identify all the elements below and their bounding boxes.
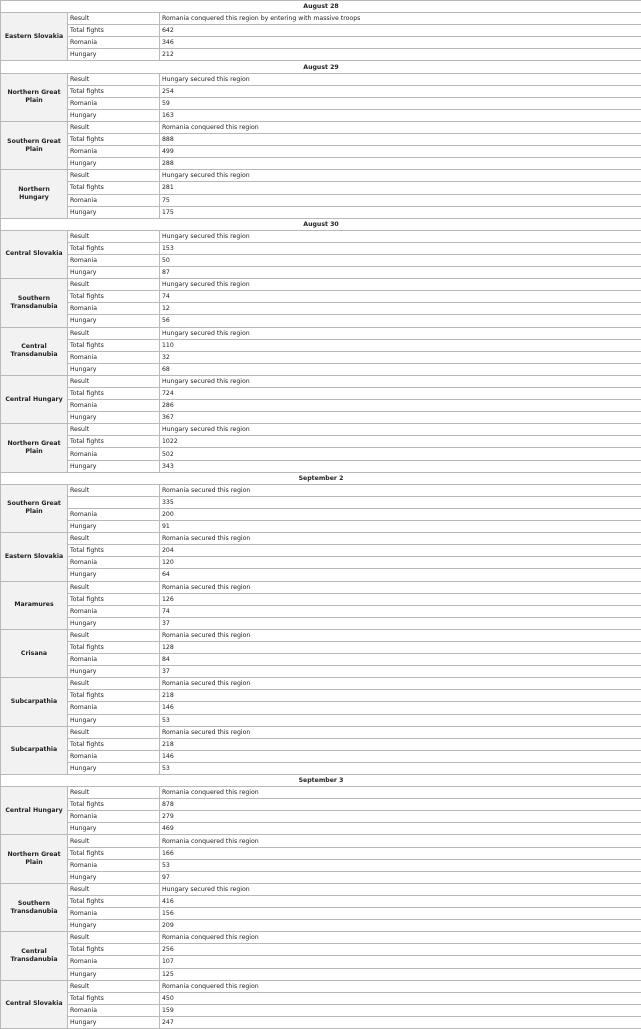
table-row bbox=[1, 859, 641, 871]
row-value: 286 bbox=[160, 400, 641, 412]
row-value: 128 bbox=[160, 641, 641, 653]
row-value: 288 bbox=[160, 158, 641, 170]
row-value: 416 bbox=[160, 895, 641, 907]
row-label: Romania bbox=[68, 605, 160, 617]
row-label: Result bbox=[68, 726, 160, 738]
row-value: Romania secured this region bbox=[160, 726, 641, 738]
row-value: 1022 bbox=[160, 436, 641, 448]
region-name: Maramures bbox=[1, 581, 68, 629]
row-value: 53 bbox=[160, 859, 641, 871]
table-row bbox=[1, 242, 641, 254]
table-row bbox=[1, 847, 641, 859]
region-name: Central Hungary bbox=[1, 375, 68, 423]
row-value: 335 bbox=[160, 496, 641, 508]
row-value: 146 bbox=[160, 750, 641, 762]
table-row bbox=[1, 932, 641, 944]
table-row bbox=[1, 206, 641, 218]
row-label: Romania bbox=[68, 37, 160, 49]
row-label: Hungary bbox=[68, 714, 160, 726]
row-value: 450 bbox=[160, 992, 641, 1004]
table-row bbox=[1, 1016, 641, 1028]
row-value: Romania secured this region bbox=[160, 484, 641, 496]
row-label: Result bbox=[68, 678, 160, 690]
table-row bbox=[1, 944, 641, 956]
row-value: 346 bbox=[160, 37, 641, 49]
row-label: Total fights bbox=[68, 992, 160, 1004]
row-value: 110 bbox=[160, 339, 641, 351]
table-row bbox=[1, 158, 641, 170]
row-value: 159 bbox=[160, 1004, 641, 1016]
table-row bbox=[1, 581, 641, 593]
row-label: Result bbox=[68, 787, 160, 799]
row-label: Hungary bbox=[68, 920, 160, 932]
region-name: Central Slovakia bbox=[1, 230, 68, 278]
region-name: Central Transdanubia bbox=[1, 932, 68, 980]
row-label: Total fights bbox=[68, 85, 160, 97]
row-value: 281 bbox=[160, 182, 641, 194]
table-row bbox=[1, 254, 641, 266]
table-row bbox=[1, 823, 641, 835]
row-label: Result bbox=[68, 484, 160, 496]
table-row bbox=[1, 738, 641, 750]
table-row bbox=[1, 1004, 641, 1016]
row-value: 642 bbox=[160, 25, 641, 37]
row-label: Result bbox=[68, 279, 160, 291]
row-label: Hungary bbox=[68, 1016, 160, 1028]
row-value: 91 bbox=[160, 521, 641, 533]
region-name: Central Slovakia bbox=[1, 980, 68, 1028]
row-value: 68 bbox=[160, 363, 641, 375]
row-value: 156 bbox=[160, 908, 641, 920]
battle-results-body bbox=[1, 1, 641, 1029]
row-value: 146 bbox=[160, 702, 641, 714]
row-value: Romania conquered this region bbox=[160, 835, 641, 847]
row-value: 53 bbox=[160, 762, 641, 774]
row-value: 125 bbox=[160, 968, 641, 980]
table-row bbox=[1, 992, 641, 1004]
table-row bbox=[1, 291, 641, 303]
row-value: 37 bbox=[160, 666, 641, 678]
row-label: Result bbox=[68, 581, 160, 593]
row-value: Romania conquered this region by entering with massive troops bbox=[160, 13, 641, 25]
row-label: Romania bbox=[68, 654, 160, 666]
row-label: Total fights bbox=[68, 339, 160, 351]
row-label: Romania bbox=[68, 146, 160, 158]
row-value: 53 bbox=[160, 714, 641, 726]
table-row bbox=[1, 13, 641, 25]
row-value: Romania conquered this region bbox=[160, 121, 641, 133]
row-value: Romania secured this region bbox=[160, 629, 641, 641]
row-label: Result bbox=[68, 73, 160, 85]
table-row bbox=[1, 194, 641, 206]
day-header: September 3 bbox=[1, 775, 641, 787]
table-row bbox=[1, 412, 641, 424]
region-name: Eastern Slovakia bbox=[1, 13, 68, 61]
row-label: Total fights bbox=[68, 895, 160, 907]
row-label: Hungary bbox=[68, 412, 160, 424]
row-label: Result bbox=[68, 170, 160, 182]
row-value: Hungary secured this region bbox=[160, 279, 641, 291]
row-value: 32 bbox=[160, 351, 641, 363]
row-value: 75 bbox=[160, 194, 641, 206]
row-label: Total fights bbox=[68, 242, 160, 254]
row-label: Total fights bbox=[68, 944, 160, 956]
row-value: 218 bbox=[160, 690, 641, 702]
table-row bbox=[1, 968, 641, 980]
row-label: Romania bbox=[68, 750, 160, 762]
table-row bbox=[1, 787, 641, 799]
row-label: Romania bbox=[68, 194, 160, 206]
table-row bbox=[1, 533, 641, 545]
region-name: Eastern Slovakia bbox=[1, 533, 68, 581]
row-value: Hungary secured this region bbox=[160, 170, 641, 182]
row-value: 888 bbox=[160, 134, 641, 146]
row-value: Hungary secured this region bbox=[160, 883, 641, 895]
row-label: Hungary bbox=[68, 617, 160, 629]
day-header: August 29 bbox=[1, 61, 641, 73]
row-label: Total fights bbox=[68, 25, 160, 37]
row-label: Result bbox=[68, 980, 160, 992]
table-row bbox=[1, 714, 641, 726]
row-value: 12 bbox=[160, 303, 641, 315]
row-label: Hungary bbox=[68, 871, 160, 883]
day-header-row bbox=[1, 472, 641, 484]
row-label: Romania bbox=[68, 859, 160, 871]
row-value: Hungary secured this region bbox=[160, 424, 641, 436]
row-value: Hungary secured this region bbox=[160, 230, 641, 242]
table-row bbox=[1, 569, 641, 581]
table-row bbox=[1, 400, 641, 412]
day-header: September 2 bbox=[1, 472, 641, 484]
table-row bbox=[1, 388, 641, 400]
row-value: Hungary secured this region bbox=[160, 375, 641, 387]
table-row bbox=[1, 339, 641, 351]
row-label: Result bbox=[68, 533, 160, 545]
table-row bbox=[1, 182, 641, 194]
row-label: Romania bbox=[68, 811, 160, 823]
row-label: Result bbox=[68, 230, 160, 242]
table-row bbox=[1, 666, 641, 678]
row-value: Romania conquered this region bbox=[160, 787, 641, 799]
region-name: Southern Great Plain bbox=[1, 484, 68, 532]
row-value: 97 bbox=[160, 871, 641, 883]
row-label: Romania bbox=[68, 97, 160, 109]
row-value: Romania conquered this region bbox=[160, 932, 641, 944]
row-label: Total fights bbox=[68, 738, 160, 750]
row-label: Hungary bbox=[68, 49, 160, 61]
row-value: 153 bbox=[160, 242, 641, 254]
row-value: 502 bbox=[160, 448, 641, 460]
row-value: 163 bbox=[160, 109, 641, 121]
row-value: 367 bbox=[160, 412, 641, 424]
row-label: Result bbox=[68, 932, 160, 944]
row-label: Total fights bbox=[68, 436, 160, 448]
table-row bbox=[1, 654, 641, 666]
row-label: Hungary bbox=[68, 762, 160, 774]
table-row bbox=[1, 267, 641, 279]
row-label: Total fights bbox=[68, 847, 160, 859]
row-label: Total fights bbox=[68, 291, 160, 303]
row-label: Romania bbox=[68, 303, 160, 315]
row-label: Romania bbox=[68, 254, 160, 266]
row-label: Romania bbox=[68, 448, 160, 460]
table-row bbox=[1, 97, 641, 109]
row-value: 247 bbox=[160, 1016, 641, 1028]
table-row bbox=[1, 460, 641, 472]
row-label: Total fights bbox=[68, 690, 160, 702]
table-row bbox=[1, 73, 641, 85]
row-value: 56 bbox=[160, 315, 641, 327]
row-label: Total fights bbox=[68, 545, 160, 557]
row-value: 499 bbox=[160, 146, 641, 158]
row-value: 74 bbox=[160, 605, 641, 617]
table-row bbox=[1, 363, 641, 375]
region-name: Northern Great Plain bbox=[1, 835, 68, 883]
row-value: 87 bbox=[160, 267, 641, 279]
region-name: Southern Transdanubia bbox=[1, 883, 68, 931]
table-row bbox=[1, 375, 641, 387]
table-row bbox=[1, 908, 641, 920]
day-header: August 28 bbox=[1, 1, 641, 13]
table-row bbox=[1, 303, 641, 315]
row-label: Result bbox=[68, 375, 160, 387]
row-value: 37 bbox=[160, 617, 641, 629]
table-row bbox=[1, 895, 641, 907]
row-label: Hungary bbox=[68, 206, 160, 218]
table-row bbox=[1, 762, 641, 774]
row-value: Hungary secured this region bbox=[160, 327, 641, 339]
day-header-row bbox=[1, 61, 641, 73]
row-label: Hungary bbox=[68, 267, 160, 279]
row-value: 218 bbox=[160, 738, 641, 750]
table-row bbox=[1, 134, 641, 146]
row-label: Total fights bbox=[68, 593, 160, 605]
region-name: Subcarpathia bbox=[1, 726, 68, 774]
table-row bbox=[1, 811, 641, 823]
row-value: Hungary secured this region bbox=[160, 73, 641, 85]
row-value: 175 bbox=[160, 206, 641, 218]
table-row bbox=[1, 593, 641, 605]
day-header: August 30 bbox=[1, 218, 641, 230]
table-row bbox=[1, 496, 641, 508]
table-row bbox=[1, 799, 641, 811]
row-label bbox=[68, 496, 160, 508]
row-label: Result bbox=[68, 835, 160, 847]
table-row bbox=[1, 230, 641, 242]
row-label: Result bbox=[68, 883, 160, 895]
row-label: Total fights bbox=[68, 799, 160, 811]
row-value: Romania secured this region bbox=[160, 581, 641, 593]
row-label: Romania bbox=[68, 956, 160, 968]
row-value: 74 bbox=[160, 291, 641, 303]
table-row bbox=[1, 315, 641, 327]
row-label: Result bbox=[68, 121, 160, 133]
table-row bbox=[1, 170, 641, 182]
table-row bbox=[1, 629, 641, 641]
row-label: Hungary bbox=[68, 823, 160, 835]
row-value: 724 bbox=[160, 388, 641, 400]
row-label: Hungary bbox=[68, 109, 160, 121]
row-value: 209 bbox=[160, 920, 641, 932]
table-row bbox=[1, 424, 641, 436]
table-row bbox=[1, 436, 641, 448]
table-row bbox=[1, 726, 641, 738]
row-label: Romania bbox=[68, 508, 160, 520]
row-label: Total fights bbox=[68, 182, 160, 194]
row-value: 126 bbox=[160, 593, 641, 605]
table-row bbox=[1, 279, 641, 291]
day-header-row bbox=[1, 218, 641, 230]
table-row bbox=[1, 920, 641, 932]
region-name: Crisana bbox=[1, 629, 68, 677]
table-row bbox=[1, 109, 641, 121]
row-label: Romania bbox=[68, 702, 160, 714]
table-row bbox=[1, 49, 641, 61]
table-row bbox=[1, 617, 641, 629]
table-row bbox=[1, 25, 641, 37]
row-label: Hungary bbox=[68, 315, 160, 327]
region-name: Northern Hungary bbox=[1, 170, 68, 218]
table-row bbox=[1, 121, 641, 133]
region-name: Southern Transdanubia bbox=[1, 279, 68, 327]
table-row bbox=[1, 85, 641, 97]
row-value: Romania secured this region bbox=[160, 678, 641, 690]
row-label: Hungary bbox=[68, 460, 160, 472]
table-row bbox=[1, 835, 641, 847]
day-header-row bbox=[1, 1, 641, 13]
day-header-row bbox=[1, 775, 641, 787]
row-label: Romania bbox=[68, 351, 160, 363]
region-name: Subcarpathia bbox=[1, 678, 68, 726]
row-label: Total fights bbox=[68, 134, 160, 146]
row-value: 212 bbox=[160, 49, 641, 61]
table-row bbox=[1, 37, 641, 49]
row-value: 200 bbox=[160, 508, 641, 520]
row-value: 204 bbox=[160, 545, 641, 557]
row-value: 279 bbox=[160, 811, 641, 823]
table-row bbox=[1, 871, 641, 883]
row-label: Total fights bbox=[68, 641, 160, 653]
table-row bbox=[1, 146, 641, 158]
row-value: Romania secured this region bbox=[160, 533, 641, 545]
row-label: Romania bbox=[68, 557, 160, 569]
row-label: Romania bbox=[68, 1004, 160, 1016]
region-name: Northern Great Plain bbox=[1, 424, 68, 472]
table-row bbox=[1, 557, 641, 569]
table-row bbox=[1, 545, 641, 557]
row-value: 59 bbox=[160, 97, 641, 109]
row-value: 50 bbox=[160, 254, 641, 266]
row-label: Hungary bbox=[68, 521, 160, 533]
table-row bbox=[1, 702, 641, 714]
row-value: 120 bbox=[160, 557, 641, 569]
table-row bbox=[1, 750, 641, 762]
row-label: Result bbox=[68, 327, 160, 339]
row-value: 166 bbox=[160, 847, 641, 859]
row-label: Hungary bbox=[68, 363, 160, 375]
row-label: Total fights bbox=[68, 388, 160, 400]
row-label: Result bbox=[68, 629, 160, 641]
row-value: 84 bbox=[160, 654, 641, 666]
row-label: Hungary bbox=[68, 158, 160, 170]
table-row bbox=[1, 327, 641, 339]
table-row bbox=[1, 980, 641, 992]
row-value: 64 bbox=[160, 569, 641, 581]
table-row bbox=[1, 883, 641, 895]
table-row bbox=[1, 678, 641, 690]
row-value: Romania conquered this region bbox=[160, 980, 641, 992]
row-value: 254 bbox=[160, 85, 641, 97]
region-name: Southern Great Plain bbox=[1, 121, 68, 169]
row-label: Hungary bbox=[68, 569, 160, 581]
region-name: Central Hungary bbox=[1, 787, 68, 835]
row-label: Result bbox=[68, 13, 160, 25]
row-label: Hungary bbox=[68, 666, 160, 678]
row-value: 469 bbox=[160, 823, 641, 835]
table-row bbox=[1, 448, 641, 460]
row-label: Hungary bbox=[68, 968, 160, 980]
table-row bbox=[1, 351, 641, 363]
row-value: 343 bbox=[160, 460, 641, 472]
row-value: 107 bbox=[160, 956, 641, 968]
row-value: 878 bbox=[160, 799, 641, 811]
table-row bbox=[1, 484, 641, 496]
region-name: Northern Great Plain bbox=[1, 73, 68, 121]
table-row bbox=[1, 605, 641, 617]
table-row bbox=[1, 641, 641, 653]
table-row bbox=[1, 521, 641, 533]
table-row bbox=[1, 690, 641, 702]
region-name: Central Transdanubia bbox=[1, 327, 68, 375]
row-label: Romania bbox=[68, 908, 160, 920]
table-row bbox=[1, 508, 641, 520]
row-label: Romania bbox=[68, 400, 160, 412]
row-value: 256 bbox=[160, 944, 641, 956]
row-label: Result bbox=[68, 424, 160, 436]
table-row bbox=[1, 956, 641, 968]
